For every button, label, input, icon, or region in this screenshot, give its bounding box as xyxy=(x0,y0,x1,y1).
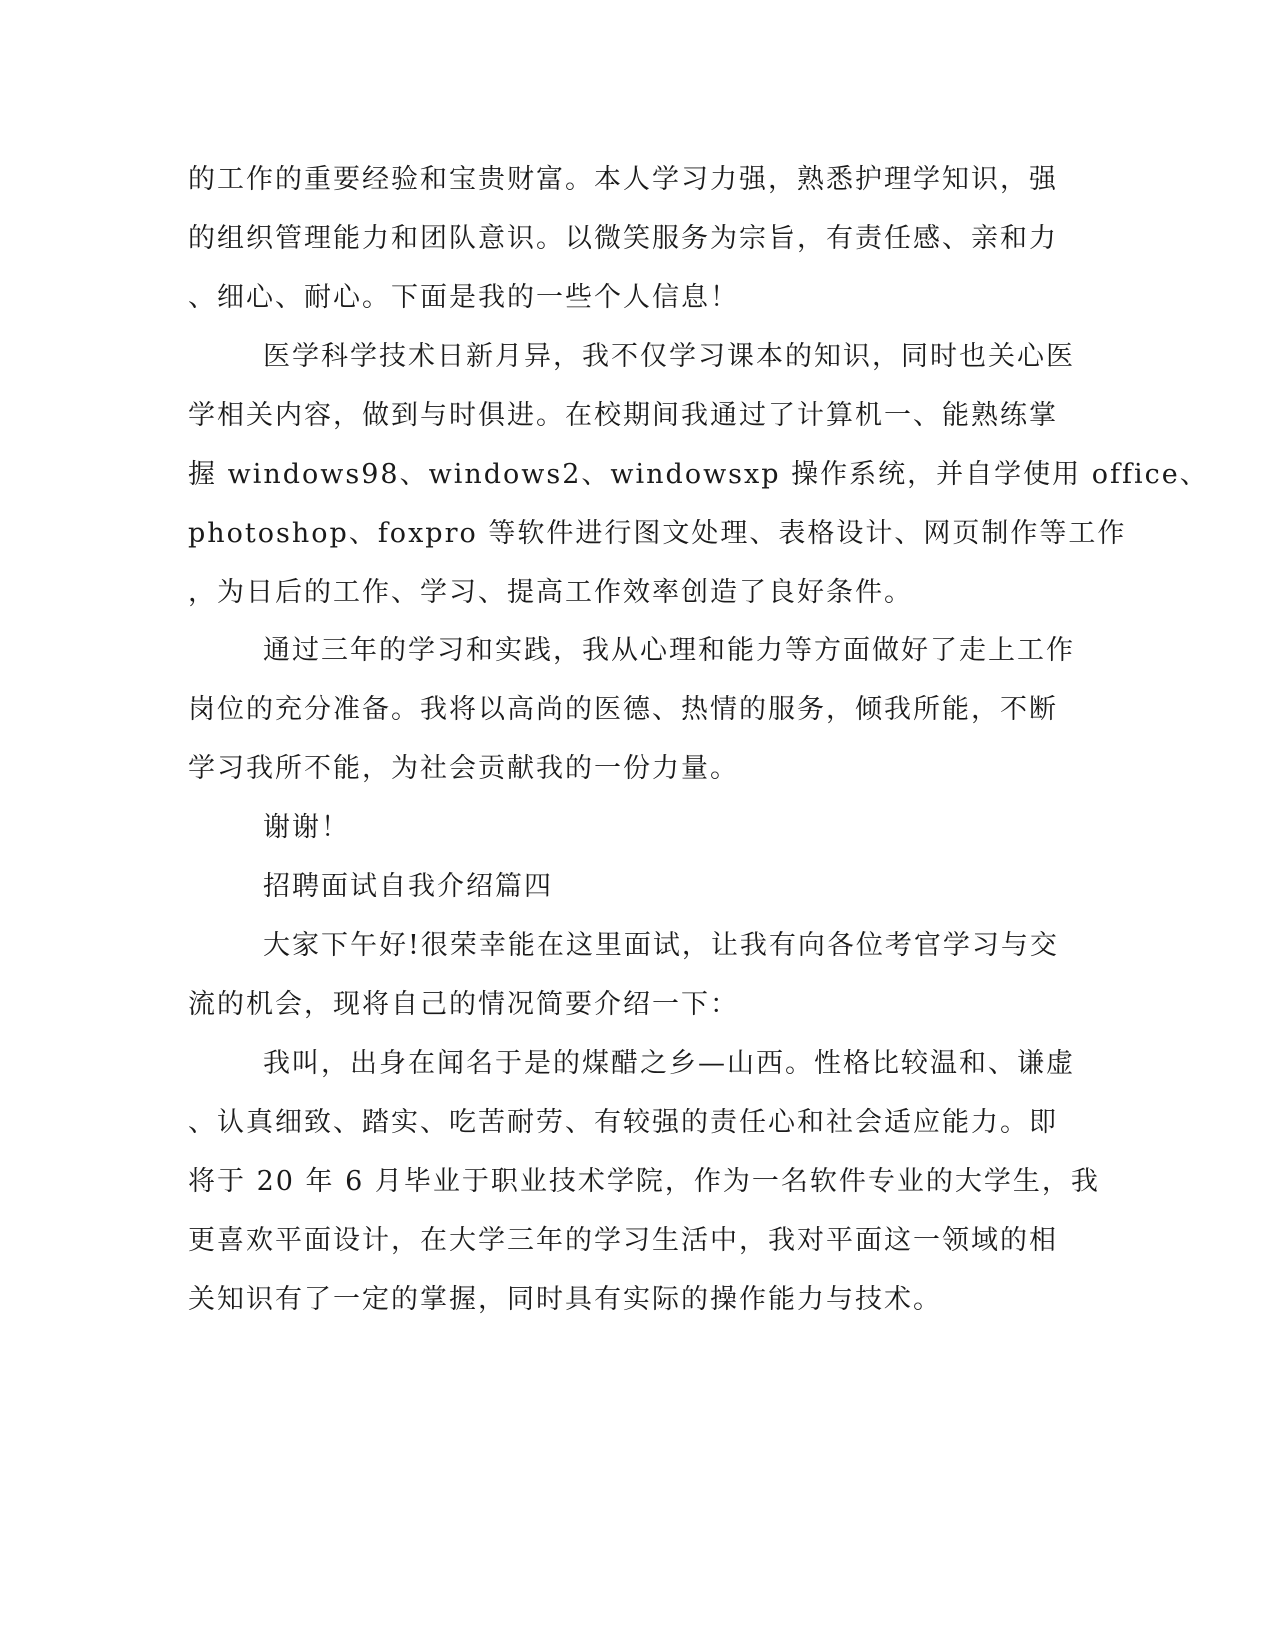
paragraph-first-line: 大家下午好!很荣幸能在这里面试，让我有向各位考官学习与交 xyxy=(263,930,1059,961)
text-line: ，为日后的工作、学习、提高工作效率创造了良好条件。 xyxy=(188,577,913,608)
text-line: 岗位的充分准备。我将以高尚的医德、热情的服务，倾我所能，不断 xyxy=(188,694,1058,725)
paragraph-first-line: 我叫，出身在闻名于是的煤醋之乡—山西。性格比较温和、谦虚 xyxy=(263,1048,1075,1079)
text-line: 、认真细致、踏实、吃苦耐劳、有较强的责任心和社会适应能力。即 xyxy=(188,1107,1058,1138)
text-line: 的组织管理能力和团队意识。以微笑服务为宗旨，有责任感、亲和力 xyxy=(188,223,1058,254)
text-line: 的工作的重要经验和宝贵财富。本人学习力强，熟悉护理学知识，强 xyxy=(188,164,1058,195)
text-line: 、细心、耐心。下面是我的一些个人信息！ xyxy=(188,282,739,313)
closing-thanks: 谢谢！ xyxy=(263,812,350,843)
paragraph-first-line: 医学科学技术日新月异，我不仅学习课本的知识，同时也关心医 xyxy=(263,341,1075,372)
paragraph-first-line: 通过三年的学习和实践，我从心理和能力等方面做好了走上工作 xyxy=(263,635,1075,666)
text-line: photoshop、foxpro 等软件进行图文处理、表格设计、网页制作等工作 xyxy=(188,518,1127,549)
text-line: 流的机会，现将自己的情况简要介绍一下： xyxy=(188,989,739,1020)
text-line: 将于 20 年 6 月毕业于职业技术学院，作为一名软件专业的大学生，我 xyxy=(188,1166,1100,1197)
section-heading: 招聘面试自我介绍篇四 xyxy=(263,871,553,902)
text-line: 握 windows98、windows2、windowsxp 操作系统，并自学使用 office、 xyxy=(188,459,1209,490)
text-line: 关知识有了一定的掌握，同时具有实际的操作能力与技术。 xyxy=(188,1284,942,1315)
text-line: 学相关内容，做到与时俱进。在校期间我通过了计算机一、能熟练掌 xyxy=(188,400,1058,431)
text-line: 更喜欢平面设计，在大学三年的学习生活中，我对平面这一领域的相 xyxy=(188,1225,1058,1256)
text-line: 学习我所不能，为社会贡献我的一份力量。 xyxy=(188,753,739,784)
